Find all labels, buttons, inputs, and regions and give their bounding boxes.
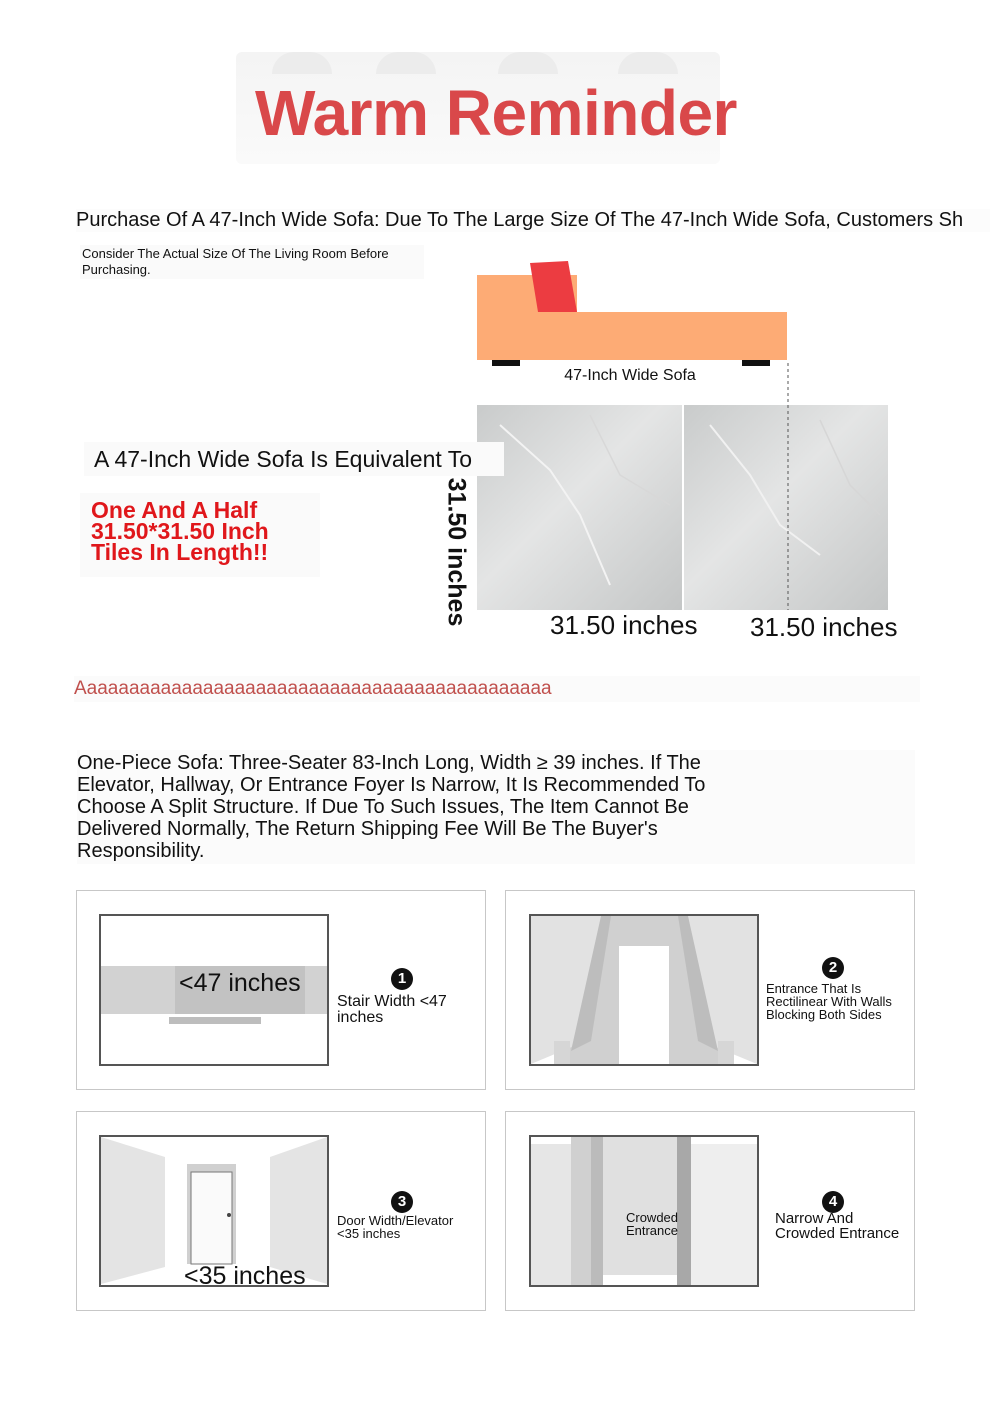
highlight-text	[91, 497, 321, 565]
highlight-line: One And A Half	[91, 497, 258, 523]
door	[191, 1172, 232, 1264]
sofa-label: 47-Inch Wide Sofa	[564, 367, 696, 384]
highlight-line: Tiles In Length!!	[91, 539, 269, 565]
tile-right	[684, 405, 888, 610]
notice-paragraph: One-Piece Sofa: Three-Seater 83-Inch Long, Width ≥ 39 inches. If The Elevator, Hallway, Or Entrance Foyer Is Narrow, It Is Recommended To Choose A Split Structure. If Due To Such Issues, The Item Cannot Be Delivered Normally, The Return Shipping Fee Will Be The Buyer's Responsibility.	[77, 752, 706, 862]
sofa-leg-right	[742, 360, 770, 366]
stair-measure: <47 inches	[179, 969, 301, 997]
cloud-decoration	[498, 52, 558, 74]
tile-left	[477, 405, 682, 610]
sofa-tile-diagram	[440, 255, 920, 615]
sofa-leg-left	[492, 360, 520, 366]
number-badge: 2	[822, 957, 844, 979]
card-caption: Narrow And Crowded Entrance	[775, 1210, 900, 1242]
cloud-decoration	[618, 52, 678, 74]
card-caption: Stair Width <47 inches	[337, 993, 447, 1026]
number-badge: 3	[391, 1191, 413, 1213]
right-pillar	[718, 1041, 734, 1064]
page-title: Warm Reminder	[255, 77, 737, 149]
equivalent-text: A 47-Inch Wide Sofa Is Equivalent To	[84, 442, 504, 476]
sofa-back-gap	[477, 255, 537, 275]
illustration-label: Crowded Entrance	[625, 1210, 679, 1238]
highlight-line: 31.50*31.50 Inch	[91, 518, 269, 544]
card-door-width	[76, 1111, 486, 1311]
left-pillar	[554, 1041, 570, 1064]
cloud-decoration	[376, 52, 436, 74]
left-door-shadow	[591, 1137, 603, 1285]
left-wall	[531, 1144, 571, 1285]
intro-line: Purchase Of A 47-Inch Wide Sofa: Due To The Large Size Of The 47-Inch Wide Sofa, Customers Sh	[76, 209, 990, 232]
right-wall	[691, 1144, 757, 1285]
tile-width-label: 31.50 inches	[550, 610, 698, 640]
card-stair-width	[76, 890, 486, 1090]
notice-paragraph-box	[77, 750, 915, 864]
number-badge: 4	[822, 1191, 844, 1213]
sofa-seat-notch	[575, 255, 787, 312]
stair-landing	[169, 1017, 261, 1024]
card-caption: Door Width/Elevator <35 inches	[337, 1213, 454, 1241]
card-rectilinear-entrance	[505, 890, 915, 1090]
doorway	[619, 946, 669, 1064]
left-wall	[101, 1137, 165, 1284]
door-measure: <35 inches	[184, 1262, 306, 1290]
intro-subline: Consider The Actual Size Of The Living Room Before Purchasing.	[80, 245, 424, 279]
number-badge: 1	[391, 968, 413, 990]
card-caption: Entrance That Is Rectilinear With Walls Blocking Both Sides	[766, 981, 892, 1022]
cushion	[530, 261, 577, 312]
vertical-dimension-label: 31.50 inches	[442, 477, 471, 627]
tile-width-label: 31.50 inches	[750, 612, 898, 642]
left-door-edge	[571, 1137, 591, 1285]
door-knob	[227, 1213, 231, 1217]
cloud-decoration	[272, 52, 332, 74]
filler-text: Aaaaaaaaaaaaaaaaaaaaaaaaaaaaaaaaaaaaaaaaaaaaa	[74, 676, 920, 702]
back-panel	[603, 1137, 677, 1275]
card-crowded-entrance	[505, 1111, 915, 1311]
